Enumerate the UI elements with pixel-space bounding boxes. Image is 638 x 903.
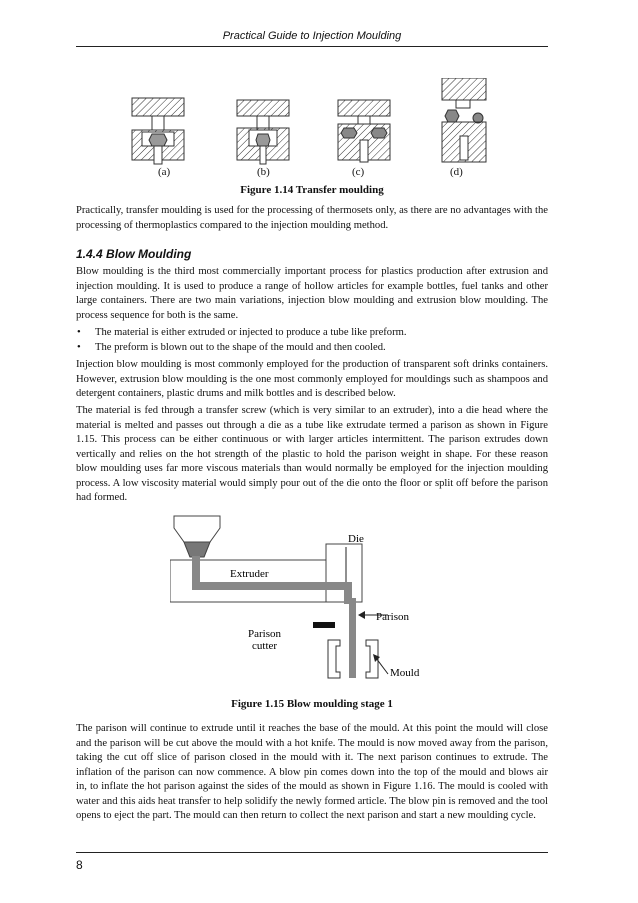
running-header: Practical Guide to Injection Moulding bbox=[222, 30, 402, 42]
paragraph-transfer-moulding: Practically, transfer moulding is used for the processing of thermosets only, as there are no advantages with the processing of thermoplastics compared to the injection moulding method. bbox=[76, 205, 548, 231]
figure-1-14-label-c: (c) bbox=[352, 166, 365, 178]
figure-1-14-transfer-moulding bbox=[120, 78, 500, 178]
paragraph-parison-extrusion-cycle: The parison will continue to extrude until it reaches the base of the mould. At this point the mould will close and the parison will be cut above the mould with a hot knife. The mould is now moved away from the parison, taking the cut off slice of parison closed in the mould with it. The next parison continues to extrude. The inflation of the parison can now commence. A blow pin comes down into the top of the mould and blows air in, to inflate the hot parison against the sides of the mould as shown in Figure 1.16. The mould is cooled with water and this aids heat transfer to help solidify the newly formed article. The blow pin is removed and the tool opens to eject the part. The mould can then return to collect the next parison and start a new moulding cycle. bbox=[76, 723, 548, 821]
page-number: 8 bbox=[76, 858, 83, 872]
cutter-label-line-1: Parison bbox=[248, 628, 281, 640]
section-heading: 1.4.4 Blow Moulding bbox=[76, 247, 192, 261]
figure-1-14-label-d: (d) bbox=[450, 166, 463, 178]
paragraph-blow-moulding-intro: Blow moulding is the third most commercially important process for plastics production after extrusion and injection moulding. It is used to produce a range of hollow articles for example bottles, fuel tanks and other large containers. There are two main variations, injection blow moulding and extrusion blow moulding. The process sequence for both is the same. bbox=[76, 266, 548, 321]
transfer-stage-d bbox=[442, 78, 486, 162]
list-item-text: The preform is blown out to the shape of the mould and then cooled. bbox=[95, 342, 386, 353]
die-label: Die bbox=[348, 533, 364, 545]
extruder-label: Extruder bbox=[230, 568, 269, 580]
figure-1-14-label-b: (b) bbox=[257, 166, 270, 178]
paragraph-extrusion-process: The material is fed through a transfer screw (which is very similar to an extruder), into a die head where the material is melted and passes out through a die as a tube like extrudate termed a parison as shown in Figure 1.15. This process can be either continuous or with larger articles intermittent. The parison extrudes down vertically and relies on the hot strength of the plastic to hold the parison weight in shape. For these reason blow moulding uses far more viscous materials than would normally be employed for the injection moulding process. A low viscosity material would simply pour out of the die onto the floor or split off before the parison had formed. bbox=[76, 405, 548, 503]
figure-1-14-caption: Figure 1.14 Transfer moulding bbox=[240, 184, 384, 196]
bullet-mark: • bbox=[77, 327, 81, 338]
process-steps-list bbox=[76, 325, 548, 355]
figure-1-15-caption: Figure 1.15 Blow moulding stage 1 bbox=[231, 698, 393, 710]
transfer-stage-b bbox=[237, 100, 289, 164]
paragraph-injection-blow-moulding: Injection blow moulding is most commonly employed for the production of transparent soft drinks containers. However, extrusion blow moulding is the one most commonly employed for mouldings such as shampoos and detergent containers, plastic drums and milk bottles and is described below. bbox=[76, 359, 548, 399]
footer-rule bbox=[76, 852, 548, 853]
list-item bbox=[76, 325, 548, 340]
parison-tube bbox=[349, 598, 356, 678]
bullet-mark: • bbox=[77, 342, 81, 353]
figure-1-15-blow-moulding-stage-1 bbox=[170, 512, 430, 687]
transfer-stage-c bbox=[338, 100, 390, 162]
list-item-text: The material is either extruded or injected to produce a tube like preform. bbox=[95, 327, 407, 338]
parison-label: Parison bbox=[376, 611, 409, 623]
mould-label: Mould bbox=[390, 667, 420, 679]
cutter-label-line-2: cutter bbox=[252, 640, 278, 652]
transfer-stage-a bbox=[132, 98, 184, 164]
parison-cutter bbox=[313, 622, 335, 628]
figure-1-14-label-a: (a) bbox=[158, 166, 171, 178]
list-item bbox=[76, 340, 548, 355]
header-rule bbox=[76, 46, 548, 47]
